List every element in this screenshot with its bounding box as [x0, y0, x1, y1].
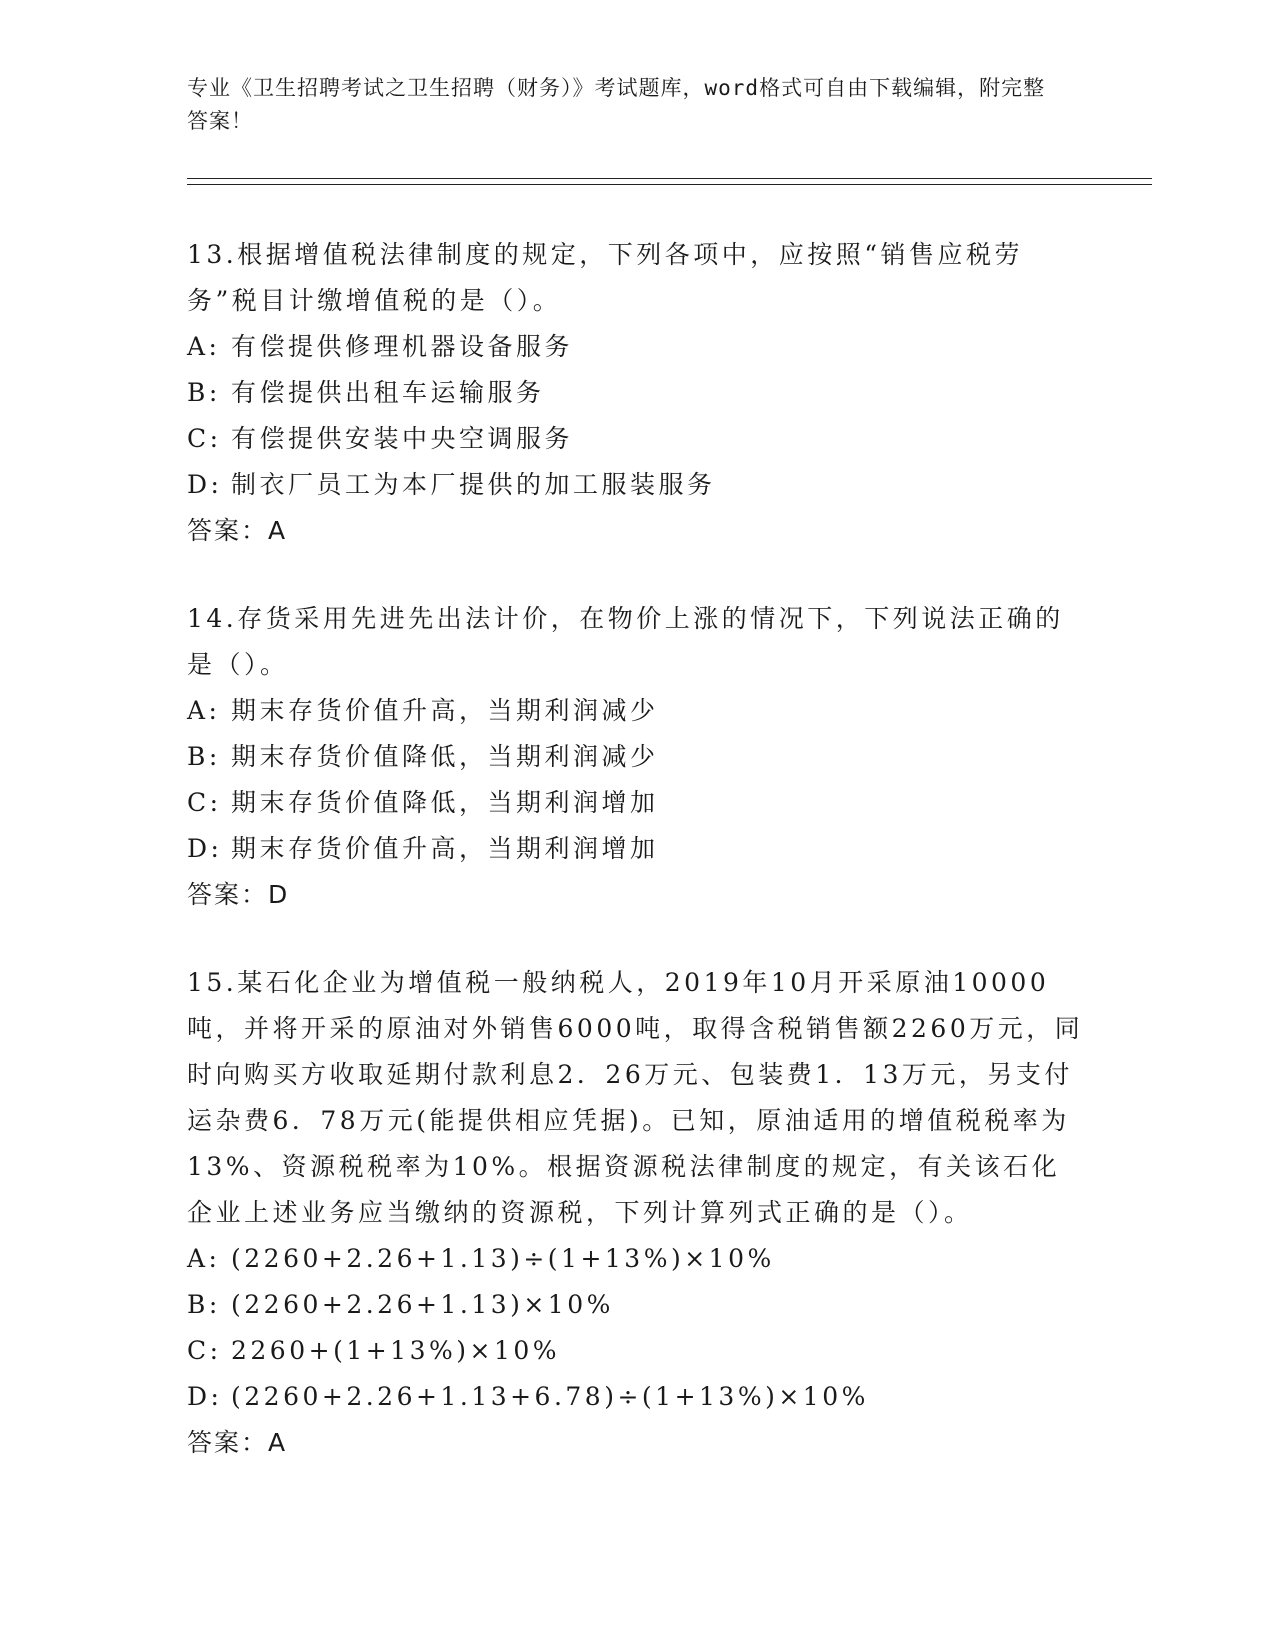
option-text: (2260+2.26+1.13)÷(1+13%)×10% [231, 1244, 775, 1273]
option-b [187, 1282, 1087, 1328]
option-c [187, 416, 1087, 462]
option-text: 期末存货价值降低，当期利润增加 [231, 788, 659, 817]
option-b [187, 370, 1087, 416]
option-letter: B: [187, 378, 221, 407]
option-c [187, 780, 1087, 826]
question-stem: 13.根据增值税法律制度的规定，下列各项中，应按照“销售应税劳务”税目计缴增值税的是（）。 [187, 240, 1024, 315]
option-letter: B: [187, 1290, 221, 1319]
option-letter: D: [187, 834, 223, 863]
option-text: (2260+2.26+1.13)×10% [231, 1290, 614, 1319]
question-14 [187, 596, 1087, 918]
option-text: (2260+2.26+1.13+6.78)÷(1+13%)×10% [231, 1382, 869, 1411]
option-letter: C: [187, 424, 222, 453]
question-15 [187, 960, 1087, 1466]
option-d [187, 826, 1087, 872]
option-letter: D: [187, 470, 223, 499]
option-letter: A: [187, 1244, 221, 1273]
option-a [187, 1236, 1087, 1282]
option-text: 有偿提供安装中央空调服务 [231, 424, 574, 453]
answer-label: 答案：A [187, 516, 288, 545]
option-text: 有偿提供出租车运输服务 [231, 378, 545, 407]
option-letter: C: [187, 1336, 222, 1365]
option-letter: A: [187, 696, 221, 725]
answer-label: 答案：D [187, 880, 290, 909]
document-header: 专业《卫生招聘考试之卫生招聘（财务）》考试题库，word格式可自由下载编辑，附完整答案！ [187, 76, 1046, 133]
option-text: 期末存货价值降低，当期利润减少 [231, 742, 659, 771]
option-text: 有偿提供修理机器设备服务 [231, 332, 574, 361]
option-a [187, 688, 1087, 734]
option-c [187, 1328, 1087, 1374]
header-divider-top [187, 178, 1152, 179]
question-stem: 14.存货采用先进先出法计价，在物价上涨的情况下，下列说法正确的是（）。 [187, 604, 1064, 679]
option-letter: D: [187, 1382, 223, 1411]
option-text: 期末存货价值升高，当期利润减少 [231, 696, 659, 725]
option-text: 2260+(1+13%)×10% [231, 1336, 561, 1365]
header-divider-bottom [187, 184, 1152, 185]
question-stem: 15.某石化企业为增值税一般纳税人，2019年10月开采原油10000吨，并将开采的原油对外销售6000吨，取得含税销售额2260万元，同时向购买方收取延期付款利息2．26万元、包装费1．13万元，另支付运杂费6．78万元(能提供相应凭据)。已知，原油适用的增值税税率为13%、资源税税率为10%。根据资源税法律制度的规定，有关该石化企业上述业务应当缴纳的资源税，下列计算列式正确的是（）。 [187, 968, 1084, 1227]
option-letter: C: [187, 788, 222, 817]
option-text: 制衣厂员工为本厂提供的加工服装服务 [231, 470, 716, 499]
option-letter: B: [187, 742, 221, 771]
option-letter: A: [187, 332, 221, 361]
option-d [187, 1374, 1087, 1420]
answer-label: 答案：A [187, 1428, 288, 1457]
option-text: 期末存货价值升高，当期利润增加 [231, 834, 659, 863]
option-d [187, 462, 1087, 508]
question-13 [187, 232, 1087, 554]
option-a [187, 324, 1087, 370]
option-b [187, 734, 1087, 780]
